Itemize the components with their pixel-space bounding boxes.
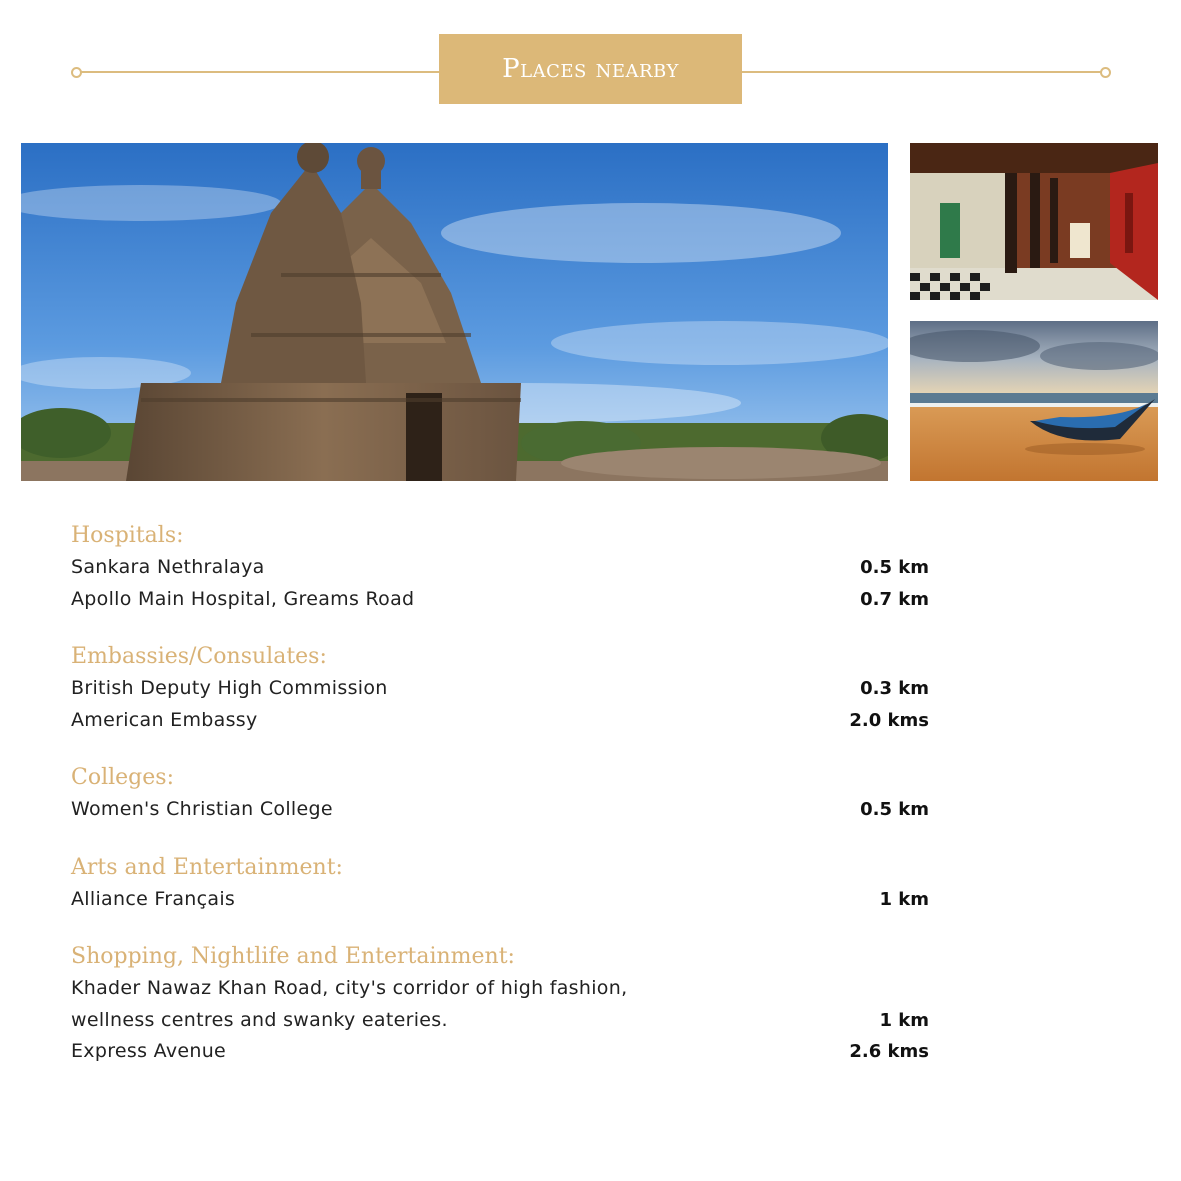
list-item	[71, 705, 931, 737]
header-ornament-dot-right	[1100, 67, 1111, 78]
place-distance: 2.0 kms	[849, 709, 929, 731]
place-distance: 0.5 km	[860, 799, 929, 820]
place-distance: 2.6 kms	[849, 1041, 929, 1062]
shore-temple-photo	[21, 143, 888, 481]
place-distance: 1 km	[879, 888, 929, 910]
place-name: Express Avenue	[71, 1040, 227, 1062]
list-item	[71, 884, 931, 916]
section-embassies	[71, 641, 931, 736]
place-name: Sankara Nethralaya	[71, 556, 265, 578]
list-item	[71, 794, 931, 826]
section-arts	[71, 852, 931, 916]
section-hospitals	[71, 520, 931, 615]
list-item	[71, 973, 931, 1036]
section-title: Hospitals:	[71, 523, 184, 548]
list-item	[71, 673, 931, 705]
heritage-corridor-photo	[910, 143, 1158, 300]
place-name: Apollo Main Hospital, Greams Road	[71, 587, 415, 610]
place-distance: 0.5 km	[860, 557, 929, 578]
section-title: Arts and Entertainment:	[71, 854, 343, 880]
section-shopping	[71, 941, 931, 1068]
section-title: Colleges:	[71, 765, 174, 790]
place-name: Khader Nawaz Khan Road, city's corridor of high fashion, wellness centres and swanky eateries.	[71, 977, 628, 1031]
place-name: Alliance Français	[71, 887, 236, 910]
places-list	[71, 520, 931, 1094]
header-rule-right	[742, 71, 1102, 73]
place-name: American Embassy	[71, 708, 258, 731]
section-colleges	[71, 762, 931, 826]
list-item	[71, 584, 931, 616]
beach-boat-photo	[910, 321, 1158, 481]
place-distance: 1 km	[879, 1009, 929, 1031]
header-rule-left	[80, 71, 440, 73]
place-name: British Deputy High Commission	[71, 677, 388, 699]
title-banner	[439, 34, 742, 104]
page-title: Places nearby	[502, 54, 679, 84]
place-name: Women's Christian College	[71, 798, 333, 820]
section-header	[0, 0, 1181, 140]
list-item	[71, 1036, 931, 1068]
place-distance: 0.3 km	[860, 678, 929, 699]
list-item	[71, 552, 931, 584]
section-title: Embassies/Consulates:	[71, 644, 327, 669]
place-distance: 0.7 km	[860, 588, 929, 610]
section-title: Shopping, Nightlife and Entertainment:	[71, 944, 515, 969]
